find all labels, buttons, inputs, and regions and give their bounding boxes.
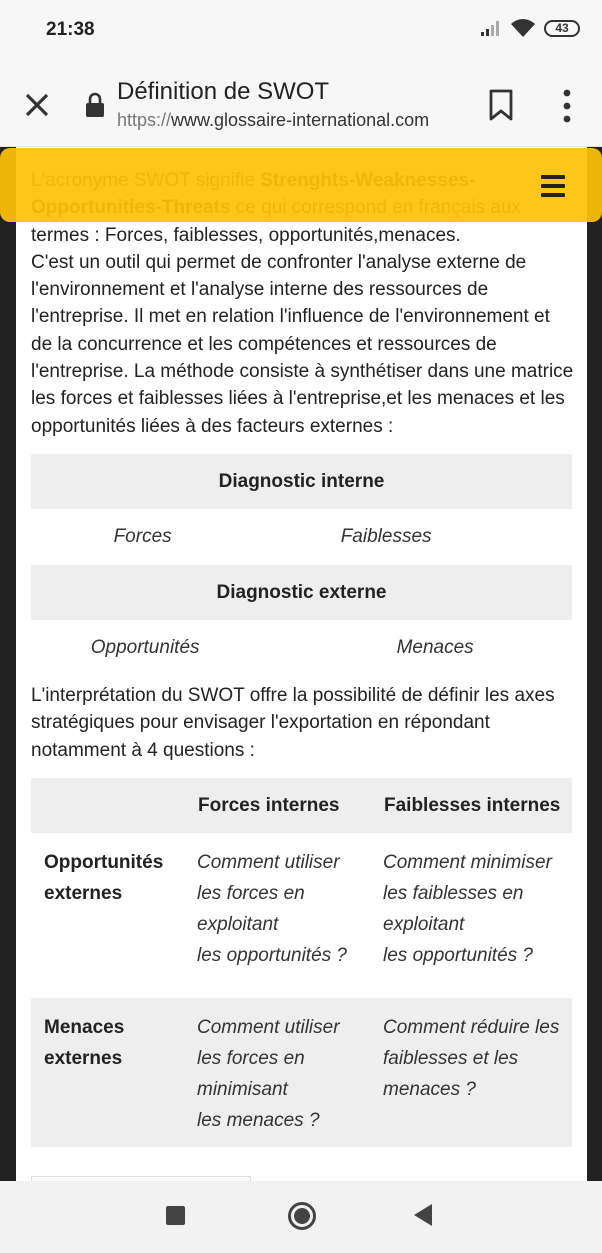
swot-matrix-table [31,778,572,1147]
cell-line: exploitant [383,913,465,935]
cell-line: Comment minimiser [383,851,552,873]
system-nav-bar [0,1181,602,1253]
table-row [31,998,572,1147]
cell-line: Comment utiliser [197,1016,340,1038]
status-bar [0,0,602,62]
url-host: www.glossaire-international.com [171,110,430,130]
table-row [31,833,572,998]
page-title[interactable]: Définition de SWOT [117,78,330,105]
menaces-cell: Menaces [396,637,474,659]
row-header-line: Opportunités [44,851,164,873]
recents-icon[interactable] [166,1206,185,1225]
signal-icon [480,20,502,36]
site-header-bar [0,148,602,222]
article-content [31,167,576,1147]
url-bar[interactable] [117,110,429,131]
opportunites-cell: Opportunités [90,637,200,659]
cell-line: faiblesses et les [383,1047,519,1069]
cell-line: Comment utiliser [197,851,340,873]
cell-line: les forces en [197,1047,305,1069]
cell-line: les faiblesses en [383,882,524,904]
cell-line: menaces ? [383,1078,476,1100]
faiblesses-cell: Faiblesses [340,526,432,548]
cell-line: les menaces ? [197,1109,320,1131]
row-header-line: Menaces [44,1016,125,1038]
browser-toolbar [0,62,602,147]
table-row [31,565,572,620]
page-edge-left [0,147,16,1181]
lock-icon[interactable] [84,92,106,118]
forces-cell: Forces [113,526,172,548]
battery-icon: 43 [544,20,580,37]
bookmark-icon[interactable] [486,88,516,122]
cell-line: exploitant [197,913,279,935]
row-header-opportunites [31,833,184,998]
empty-header-cell [31,778,184,833]
row-header-line: externes [44,882,123,904]
table-row [31,454,572,509]
external-diagnostic-title: Diagnostic externe [216,581,387,603]
page-edge-right [587,147,602,1181]
home-icon[interactable] [288,1202,316,1230]
diagnostic-table [31,454,572,676]
status-time: 21:38 [46,19,95,40]
more-vert-icon[interactable] [554,88,580,124]
swot-cell [370,998,572,1147]
internal-diagnostic-title: Diagnostic interne [218,470,385,492]
swot-cell [370,833,572,998]
wifi-icon [510,18,536,38]
table-row [31,620,572,676]
cell-line: les opportunités ? [383,944,533,966]
table-header-row [31,778,572,833]
status-icons [480,18,580,38]
interpretation-paragraph: L'interprétation du SWOT offre la possibilité de définir les axes stratégiques pour envisager l'exportation en répondant notamment à 4 questions : [31,684,555,761]
hamburger-icon[interactable] [541,175,567,197]
col-header-forces: Forces internes [184,778,370,833]
intro-paragraph-2: C'est un outil qui permet de confronter l'analyse externe de l'environnement et l'analyse interne des ressources de l'entreprise. Il met en relation l'influence de l'environnement et de la concurrence et les compétences et ressources de l'entreprise. La méthode consiste à synthétiser dans une matrice les forces et faiblesses liées à l'entreprise,et les menaces et les opportunités liées à des facteurs externes : [31,251,574,437]
close-icon[interactable] [20,88,54,122]
url-scheme: https:// [117,110,172,130]
row-header-menaces [31,998,184,1147]
intro-text-2: termes : Forces, faiblesses, opportunités,menaces. [31,224,461,246]
table-row [31,509,572,565]
cell-line: minimisant [197,1078,288,1100]
row-header-line: externes [44,1047,123,1069]
cell-line: les forces en [197,882,305,904]
cell-line: Comment réduire les [383,1016,560,1038]
web-page [16,147,587,1181]
swot-cell [184,998,370,1147]
col-header-faiblesses: Faiblesses internes [370,778,572,833]
cell-line: les opportunités ? [197,944,347,966]
swot-cell [184,833,370,998]
back-icon[interactable] [414,1204,432,1226]
